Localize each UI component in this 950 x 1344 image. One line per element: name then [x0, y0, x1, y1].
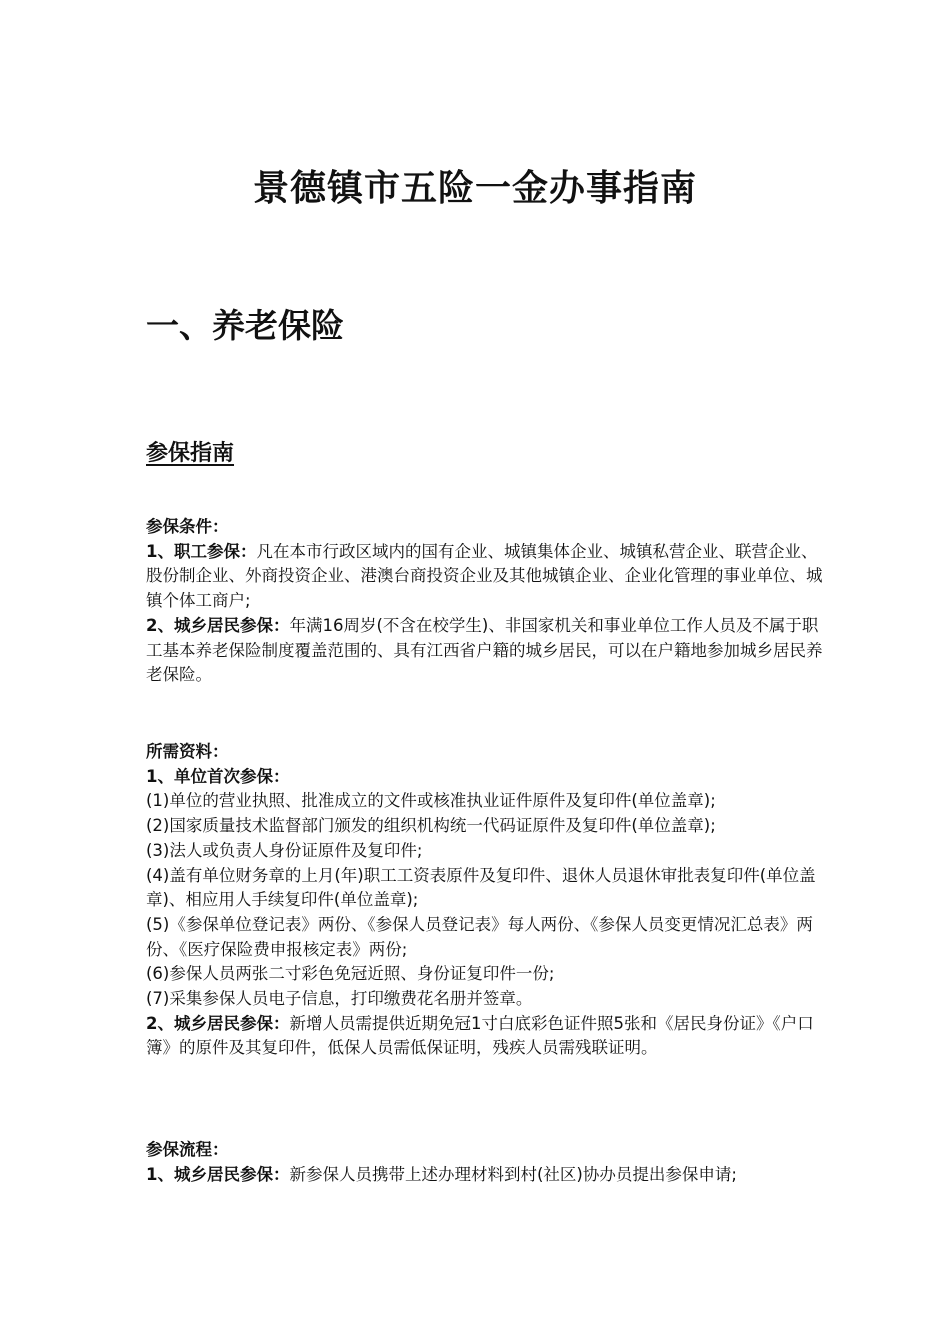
subsection-heading-enrollment-guide: 参保指南 — [146, 441, 235, 466]
material-item: (7)采集参保人员电子信息，打印缴费花名册并签章。 — [146, 989, 533, 1009]
resident-materials-text: 新增人员需提供近期免冠1寸白底彩色证件照5张和《居民身份证》《户口簿》的原件及其复印件，低保人员需低保证明，残疾人员需残联证明。 — [146, 1013, 814, 1058]
enrollment-conditions-section — [146, 515, 826, 688]
material-item: (3)法人或负责人身份证原件及复印件; — [146, 840, 423, 860]
process-item-resident — [146, 1163, 826, 1188]
materials-heading: 所需资料： — [146, 742, 229, 761]
required-materials-section — [146, 740, 826, 1061]
resident-materials-item — [146, 1012, 826, 1061]
condition-item-resident — [146, 614, 826, 688]
material-item: (6)参保人员两张二寸彩色免冠近照、身份证复印件一份; — [146, 964, 555, 984]
document-title: 景德镇市五险一金办事指南 — [252, 168, 697, 209]
condition-item-employee — [146, 540, 826, 614]
process-item-lead: 1、城乡居民参保： — [146, 1164, 290, 1184]
material-item: (4)盖有单位财务章的上月(年)职工工资表原件及复印件、退休人员退休审批表复印件(单位盖章)、相应用人手续复印件(单位盖章); — [146, 865, 816, 910]
enrollment-process-section — [146, 1138, 826, 1187]
process-item-text: 新参保人员携带上述办理材料到村(社区)协办员提出参保申请; — [289, 1164, 737, 1184]
condition-item-text: 年满16周岁(不含在校学生)、非国家机关和事业单位工作人员及不属于职工基本养老保险制度覆盖范围的、具有江西省户籍的城乡居民，可以在户籍地参加城乡居民养老保险。 — [146, 615, 823, 685]
section-heading-pension-insurance: 一、养老保险 — [146, 306, 344, 345]
material-item: (2)国家质量技术监督部门颁发的组织机构统一代码证原件及复印件(单位盖章); — [146, 816, 716, 836]
condition-item-lead: 2、城乡居民参保： — [146, 615, 290, 635]
conditions-heading: 参保条件： — [146, 517, 229, 536]
resident-materials-lead: 2、城乡居民参保： — [146, 1013, 290, 1033]
material-item: (1)单位的营业执照、批准成立的文件或核准执业证件原件及复印件(单位盖章); — [146, 791, 716, 811]
unit-first-enrollment-heading: 1、单位首次参保： — [146, 766, 290, 786]
condition-item-lead: 1、职工参保： — [146, 541, 257, 561]
process-heading: 参保流程： — [146, 1140, 229, 1159]
material-item: (5)《参保单位登记表》两份、《参保人员登记表》每人两份、《参保人员变更情况汇总表》两份、《医疗保险费申报核定表》两份; — [146, 914, 813, 959]
condition-item-text: 凡在本市行政区域内的国有企业、城镇集体企业、城镇私营企业、联营企业、股份制企业、外商投资企业、港澳台商投资企业及其他城镇企业、企业化管理的事业单位、城镇个体工商户; — [146, 541, 823, 611]
